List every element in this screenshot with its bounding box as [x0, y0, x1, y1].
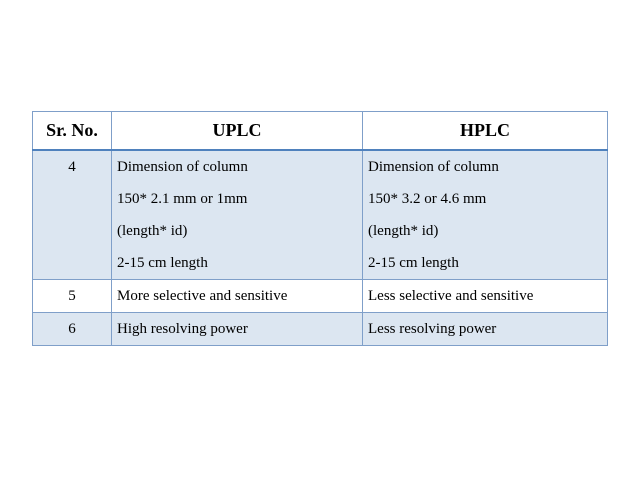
cell-line: 2-15 cm length — [117, 255, 208, 271]
cell-line: Dimension of column — [117, 159, 248, 175]
table-row — [33, 150, 608, 280]
uplc-cell — [112, 150, 363, 280]
cell-line: (length* id) — [368, 223, 439, 239]
sr-no-cell: 5 — [33, 280, 112, 313]
table-header-row — [33, 112, 608, 151]
header-hplc: HPLC — [363, 112, 608, 151]
uplc-cell — [112, 313, 363, 346]
cell-line: 150* 2.1 mm or 1mm — [117, 191, 248, 207]
uplc-cell — [112, 280, 363, 313]
sr-no-cell: 4 — [33, 150, 112, 280]
cell-line: Less resolving power — [368, 321, 497, 337]
comparison-table — [32, 111, 608, 346]
cell-line: 2-15 cm length — [368, 255, 459, 271]
cell-line: Less selective and sensitive — [368, 288, 534, 304]
hplc-cell — [363, 280, 608, 313]
header-uplc: UPLC — [112, 112, 363, 151]
sr-no-cell: 6 — [33, 313, 112, 346]
cell-line: High resolving power — [117, 321, 248, 337]
cell-line: 150* 3.2 or 4.6 mm — [368, 191, 487, 207]
table-row — [33, 280, 608, 313]
header-sr-no: Sr. No. — [33, 112, 112, 151]
hplc-cell — [363, 313, 608, 346]
table-row — [33, 313, 608, 346]
hplc-cell — [363, 150, 608, 280]
cell-line: Dimension of column — [368, 159, 499, 175]
cell-line: More selective and sensitive — [117, 288, 288, 304]
cell-line: (length* id) — [117, 223, 188, 239]
